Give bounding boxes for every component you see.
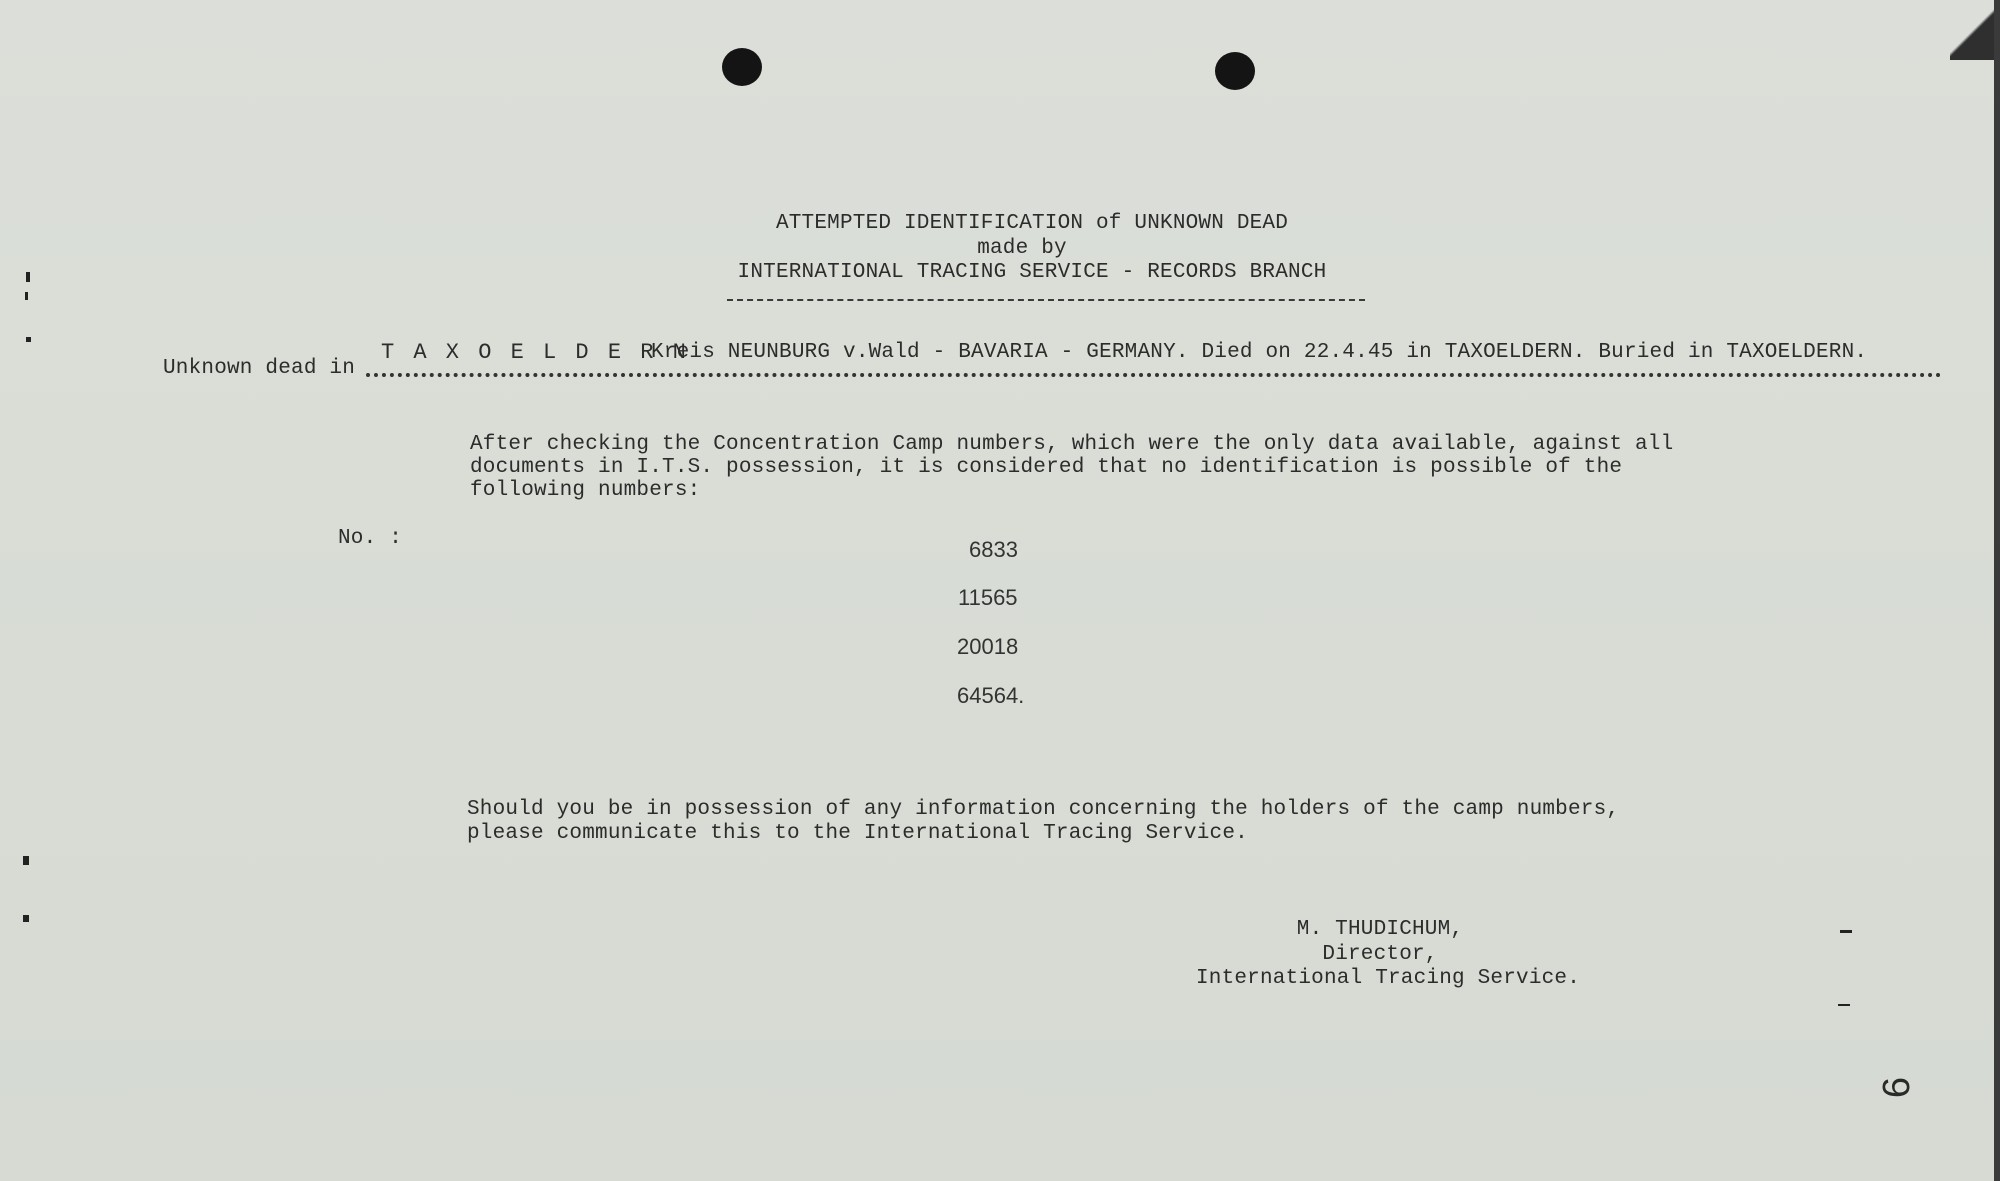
camp-number: 6833 (969, 537, 1018, 562)
margin-mark (23, 915, 29, 922)
unknown-dead-place: T A X O E L D E R N (381, 340, 689, 365)
camp-number: 64564. (957, 683, 1025, 708)
made-by-line: made by (977, 237, 1067, 260)
organization-heading: INTERNATIONAL TRACING SERVICE - RECORDS BRANCH (737, 261, 1327, 284)
unknown-dead-details: Kreis NEUNBURG v.Wald - BAVARIA - GERMANY. Died on 22.4.45 in TAXOELDERN. Buried in TAXOELDERN. (651, 341, 1868, 364)
header-underline (727, 299, 1365, 301)
page-number: 6 (1875, 1076, 1918, 1099)
punch-hole-left (722, 48, 762, 86)
punch-hole-right (1215, 52, 1255, 90)
unknown-dead-dotted-line (366, 373, 1942, 377)
paragraph-1-line-1: After checking the Concentration Camp numbers, which were the only data available, against all (470, 433, 1674, 456)
margin-mark (1838, 1004, 1850, 1006)
unknown-dead-label: Unknown dead in (163, 357, 356, 380)
paragraph-2-line-1: Should you be in possession of any information concerning the holders of the camp numbers, (467, 798, 1620, 821)
margin-mark (26, 272, 30, 282)
margin-mark (1840, 930, 1852, 933)
paper-corner-edge (1950, 0, 2000, 60)
margin-mark (26, 337, 31, 342)
paragraph-2-line-2: please communicate this to the International Tracing Service. (467, 822, 1248, 845)
signature-name: M. THUDICHUM, (1296, 918, 1464, 941)
margin-mark (25, 292, 28, 300)
paragraph-1-line-3: following numbers: (470, 479, 701, 502)
camp-number: 20018 (957, 634, 1019, 659)
signature-organization: International Tracing Service. (1195, 967, 1581, 990)
margin-mark (23, 856, 29, 865)
document-title: ATTEMPTED IDENTIFICATION of UNKNOWN DEAD (775, 212, 1289, 235)
paper-right-edge (1994, 0, 2000, 1181)
numbers-label: No. : (338, 527, 403, 550)
camp-number: 11565 (958, 585, 1018, 610)
paragraph-1-line-2: documents in I.T.S. possession, it is considered that no identification is possible of the (470, 456, 1623, 479)
signature-title: Director, (1322, 943, 1438, 966)
